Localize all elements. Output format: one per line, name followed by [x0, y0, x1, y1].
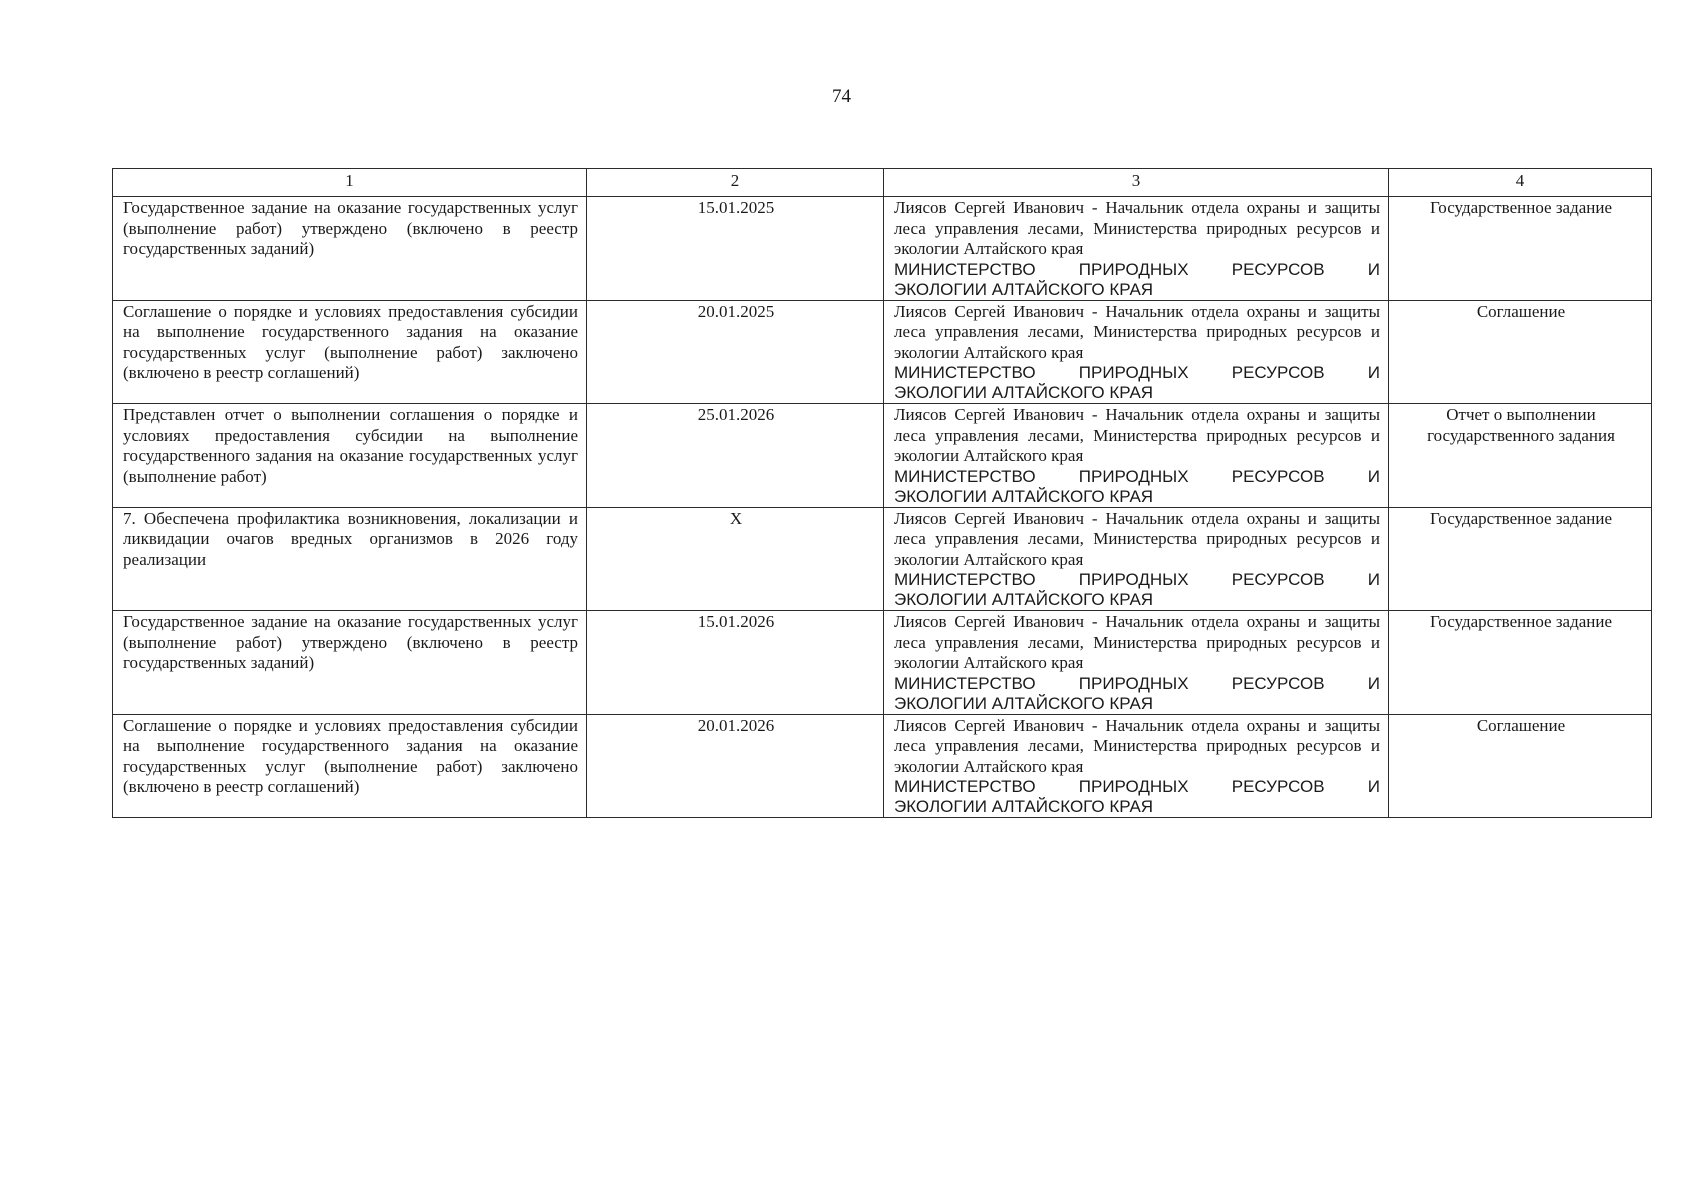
responsible-person: Лиясов Сергей Иванович - Начальник отдела охраны и защиты леса управления лесами, Министерства природных ресурсов и экологии Алтайского края: [894, 508, 1380, 569]
document-cell: Соглашение: [1389, 300, 1652, 404]
table-header-row: [113, 169, 1652, 197]
event-cell: Соглашение о порядке и условиях предоставления субсидии на выполнение государственного задания на оказание государственных услуг (выполнение работ) заключено (включено в реестр соглашений): [113, 714, 587, 818]
date-cell: 25.01.2026: [587, 404, 884, 508]
column-header-3: 3: [884, 169, 1389, 197]
event-cell: Соглашение о порядке и условиях предоставления субсидии на выполнение государственного задания на оказание государственных услуг (выполнение работ) заключено (включено в реестр соглашений): [113, 300, 587, 404]
column-header-4: 4: [1389, 169, 1652, 197]
responsible-organization-cont: ЭКОЛОГИИ АЛТАЙСКОГО КРАЯ: [894, 279, 1154, 299]
document-cell: Государственное задание: [1389, 197, 1652, 301]
document-cell: Отчет о выполнении государственного задания: [1389, 404, 1652, 508]
responsible-organization-cont: ЭКОЛОГИИ АЛТАЙСКОГО КРАЯ: [894, 693, 1154, 713]
date-cell: 20.01.2025: [587, 300, 884, 404]
table-row: [113, 197, 1652, 301]
event-cell: 7. Обеспечена профилактика возникновения, локализации и ликвидации очагов вредных организмов в 2026 году реализации: [113, 507, 587, 611]
document-cell: Соглашение: [1389, 714, 1652, 818]
column-header-2: 2: [587, 169, 884, 197]
control-points-table: [112, 168, 1652, 818]
column-header-1: 1: [113, 169, 587, 197]
date-cell: X: [587, 507, 884, 611]
date-cell: 15.01.2026: [587, 611, 884, 715]
responsible-person: Лиясов Сергей Иванович - Начальник отдела охраны и защиты леса управления лесами, Министерства природных ресурсов и экологии Алтайского края: [894, 301, 1380, 362]
responsible-cell: [884, 714, 1389, 818]
responsible-organization-cont: ЭКОЛОГИИ АЛТАЙСКОГО КРАЯ: [894, 590, 1154, 609]
responsible-organization: МИНИСТЕРСТВО ПРИРОДНЫХ РЕСУРСОВ И: [894, 466, 1380, 486]
table-row: [113, 300, 1652, 404]
date-cell: 20.01.2026: [587, 714, 884, 818]
document-cell: Государственное задание: [1389, 507, 1652, 611]
responsible-organization-cont: ЭКОЛОГИИ АЛТАЙСКОГО КРАЯ: [894, 486, 1154, 506]
responsible-cell: [884, 197, 1389, 301]
responsible-organization: МИНИСТЕРСТВО ПРИРОДНЫХ РЕСУРСОВ И: [894, 363, 1380, 382]
responsible-person: Лиясов Сергей Иванович - Начальник отдела охраны и защиты леса управления лесами, Министерства природных ресурсов и экологии Алтайского края: [894, 198, 1380, 258]
table-row: [113, 404, 1652, 508]
responsible-organization-cont: ЭКОЛОГИИ АЛТАЙСКОГО КРАЯ: [894, 383, 1154, 402]
event-cell: Представлен отчет о выполнении соглашения о порядке и условиях предоставления субсидии на выполнение государственного задания на оказание государственных услуг (выполнение работ): [113, 404, 587, 508]
responsible-organization: МИНИСТЕРСТВО ПРИРОДНЫХ РЕСУРСОВ И: [894, 673, 1380, 693]
responsible-organization-cont: ЭКОЛОГИИ АЛТАЙСКОГО КРАЯ: [894, 797, 1154, 816]
responsible-cell: [884, 611, 1389, 715]
responsible-organization: МИНИСТЕРСТВО ПРИРОДНЫХ РЕСУРСОВ И: [894, 570, 1380, 589]
date-cell: 15.01.2025: [587, 197, 884, 301]
responsible-organization: МИНИСТЕРСТВО ПРИРОДНЫХ РЕСУРСОВ И: [894, 259, 1380, 279]
responsible-person: Лиясов Сергей Иванович - Начальник отдела охраны и защиты леса управления лесами, Министерства природных ресурсов и экологии Алтайского края: [894, 405, 1380, 465]
responsible-person: Лиясов Сергей Иванович - Начальник отдела охраны и защиты леса управления лесами, Министерства природных ресурсов и экологии Алтайского края: [894, 715, 1380, 776]
responsible-cell: [884, 300, 1389, 404]
document-cell: Государственное задание: [1389, 611, 1652, 715]
responsible-cell: [884, 507, 1389, 611]
responsible-person: Лиясов Сергей Иванович - Начальник отдела охраны и защиты леса управления лесами, Министерства природных ресурсов и экологии Алтайского края: [894, 612, 1380, 672]
table-row: [113, 611, 1652, 715]
responsible-cell: [884, 404, 1389, 508]
table-row: [113, 507, 1652, 611]
responsible-organization: МИНИСТЕРСТВО ПРИРОДНЫХ РЕСУРСОВ И: [894, 777, 1380, 796]
table-row: [113, 714, 1652, 818]
event-cell: Государственное задание на оказание государственных услуг (выполнение работ) утверждено (включено в реестр государственных заданий): [113, 611, 587, 715]
event-cell: Государственное задание на оказание государственных услуг (выполнение работ) утверждено (включено в реестр государственных заданий): [113, 197, 587, 301]
page-number: 74: [832, 86, 851, 107]
